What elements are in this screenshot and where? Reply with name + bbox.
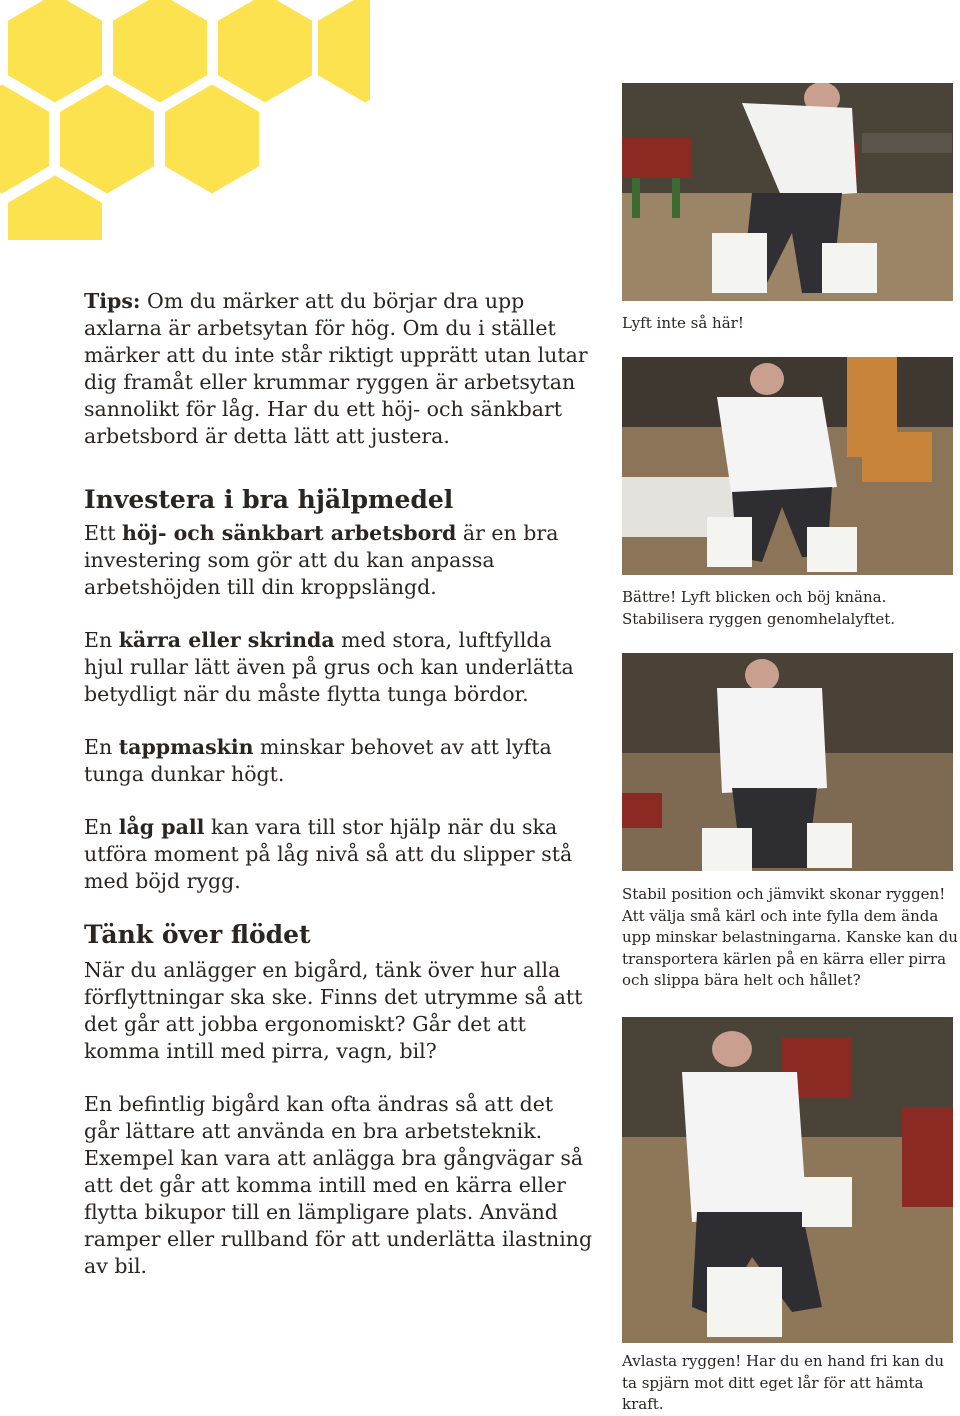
bold-term: kärra eller skrinda	[118, 628, 335, 652]
tips-label: Tips:	[84, 289, 141, 313]
text-fragment: En	[84, 735, 119, 759]
tips-text: Om du märker att du börjar dra upp axlarna är arbetsytan för hög. Om du i stället märker att du inte står riktigt upprätt utan lutar dig framåt eller krummar ryggen är arbetsytan sannolikt för låg. Har du ett höj- och sänkbart arbetsbord är detta lätt att justera.	[84, 289, 588, 448]
tips-paragraph	[84, 288, 594, 450]
bold-term: låg pall	[118, 815, 205, 839]
honeycomb-decoration	[0, 0, 370, 240]
text-fragment: En	[84, 628, 119, 652]
text-fragment: med stora, luftfyllda hjul rullar lätt även på grus och kan underlätta betydligt när du måste flytta tunga bördor.	[84, 628, 574, 706]
honeycomb-cell	[315, 0, 370, 106]
text-fragment: kan vara till stor hjälp när du ska utföra moment på låg nivå så att du slipper stå med böjd rygg.	[84, 815, 573, 893]
caption-photo-2: Bättre! Lyft blicken och böj knäna. Stabilisera ryggen genomhelalyftet.	[622, 588, 896, 628]
main-text-column	[84, 288, 594, 1280]
caption-photo-1: Lyft inte så här!	[622, 314, 744, 332]
heading-tank-over-flodet: Tänk över flödet	[84, 920, 311, 949]
honeycomb-cell	[162, 81, 262, 197]
paragraph-befintlig-bigard: En befintlig bigård kan ofta ändras så att det går lättare att använda en bra arbetsteknik. Exempel kan vara att anlägga bra gångvägar så att det går att komma intill med en kärra eller flytta bikupor till en lämpligare plats. Använd ramper eller rullband för att underlätta ilastning av bil.	[84, 1092, 593, 1278]
paragraph-tappmaskin	[84, 734, 594, 788]
paragraph-karra	[84, 627, 594, 708]
caption-photo-3: Stabil position och jämvikt skonar ryggen! Att välja små kärl och inte fylla dem ända upp minskar belastningarna. Kanske kan du transportera kärlen på en kärra eller pirra och slippa bära helt och hållet?	[622, 885, 958, 989]
photo-stabil-position	[622, 653, 953, 871]
paragraph-bigard: När du anlägger en bigård, tänk över hur alla förflyttningar ska ske. Finns det utrymme så att det går att jobba ergonomiskt? Går det att komma intill med pirra, vagn, bil?	[84, 958, 583, 1063]
photo-lyft-battre	[622, 357, 953, 575]
caption-photo-4: Avlasta ryggen! Har du en hand fri kan du ta spjärn mot ditt eget lår för att hämta kraft.	[622, 1352, 945, 1413]
text-fragment: minskar behovet av att lyfta tunga dunkar högt.	[84, 735, 552, 786]
heading-investera: Investera i bra hjälpmedel	[84, 485, 454, 514]
paragraph-arbetsbord	[84, 520, 594, 601]
text-fragment: är en bra investering som gör att du kan anpassa arbetshöjden till din kroppslängd.	[84, 521, 559, 599]
photo-lyft-fel	[622, 83, 953, 301]
text-fragment: Ett	[84, 521, 122, 545]
bold-term: höj- och sänkbart arbetsbord	[121, 521, 457, 545]
paragraph-lag-pall	[84, 814, 594, 895]
photo-avlasta-ryggen	[622, 1017, 953, 1343]
bold-term: tappmaskin	[118, 735, 254, 759]
text-fragment: En	[84, 815, 119, 839]
